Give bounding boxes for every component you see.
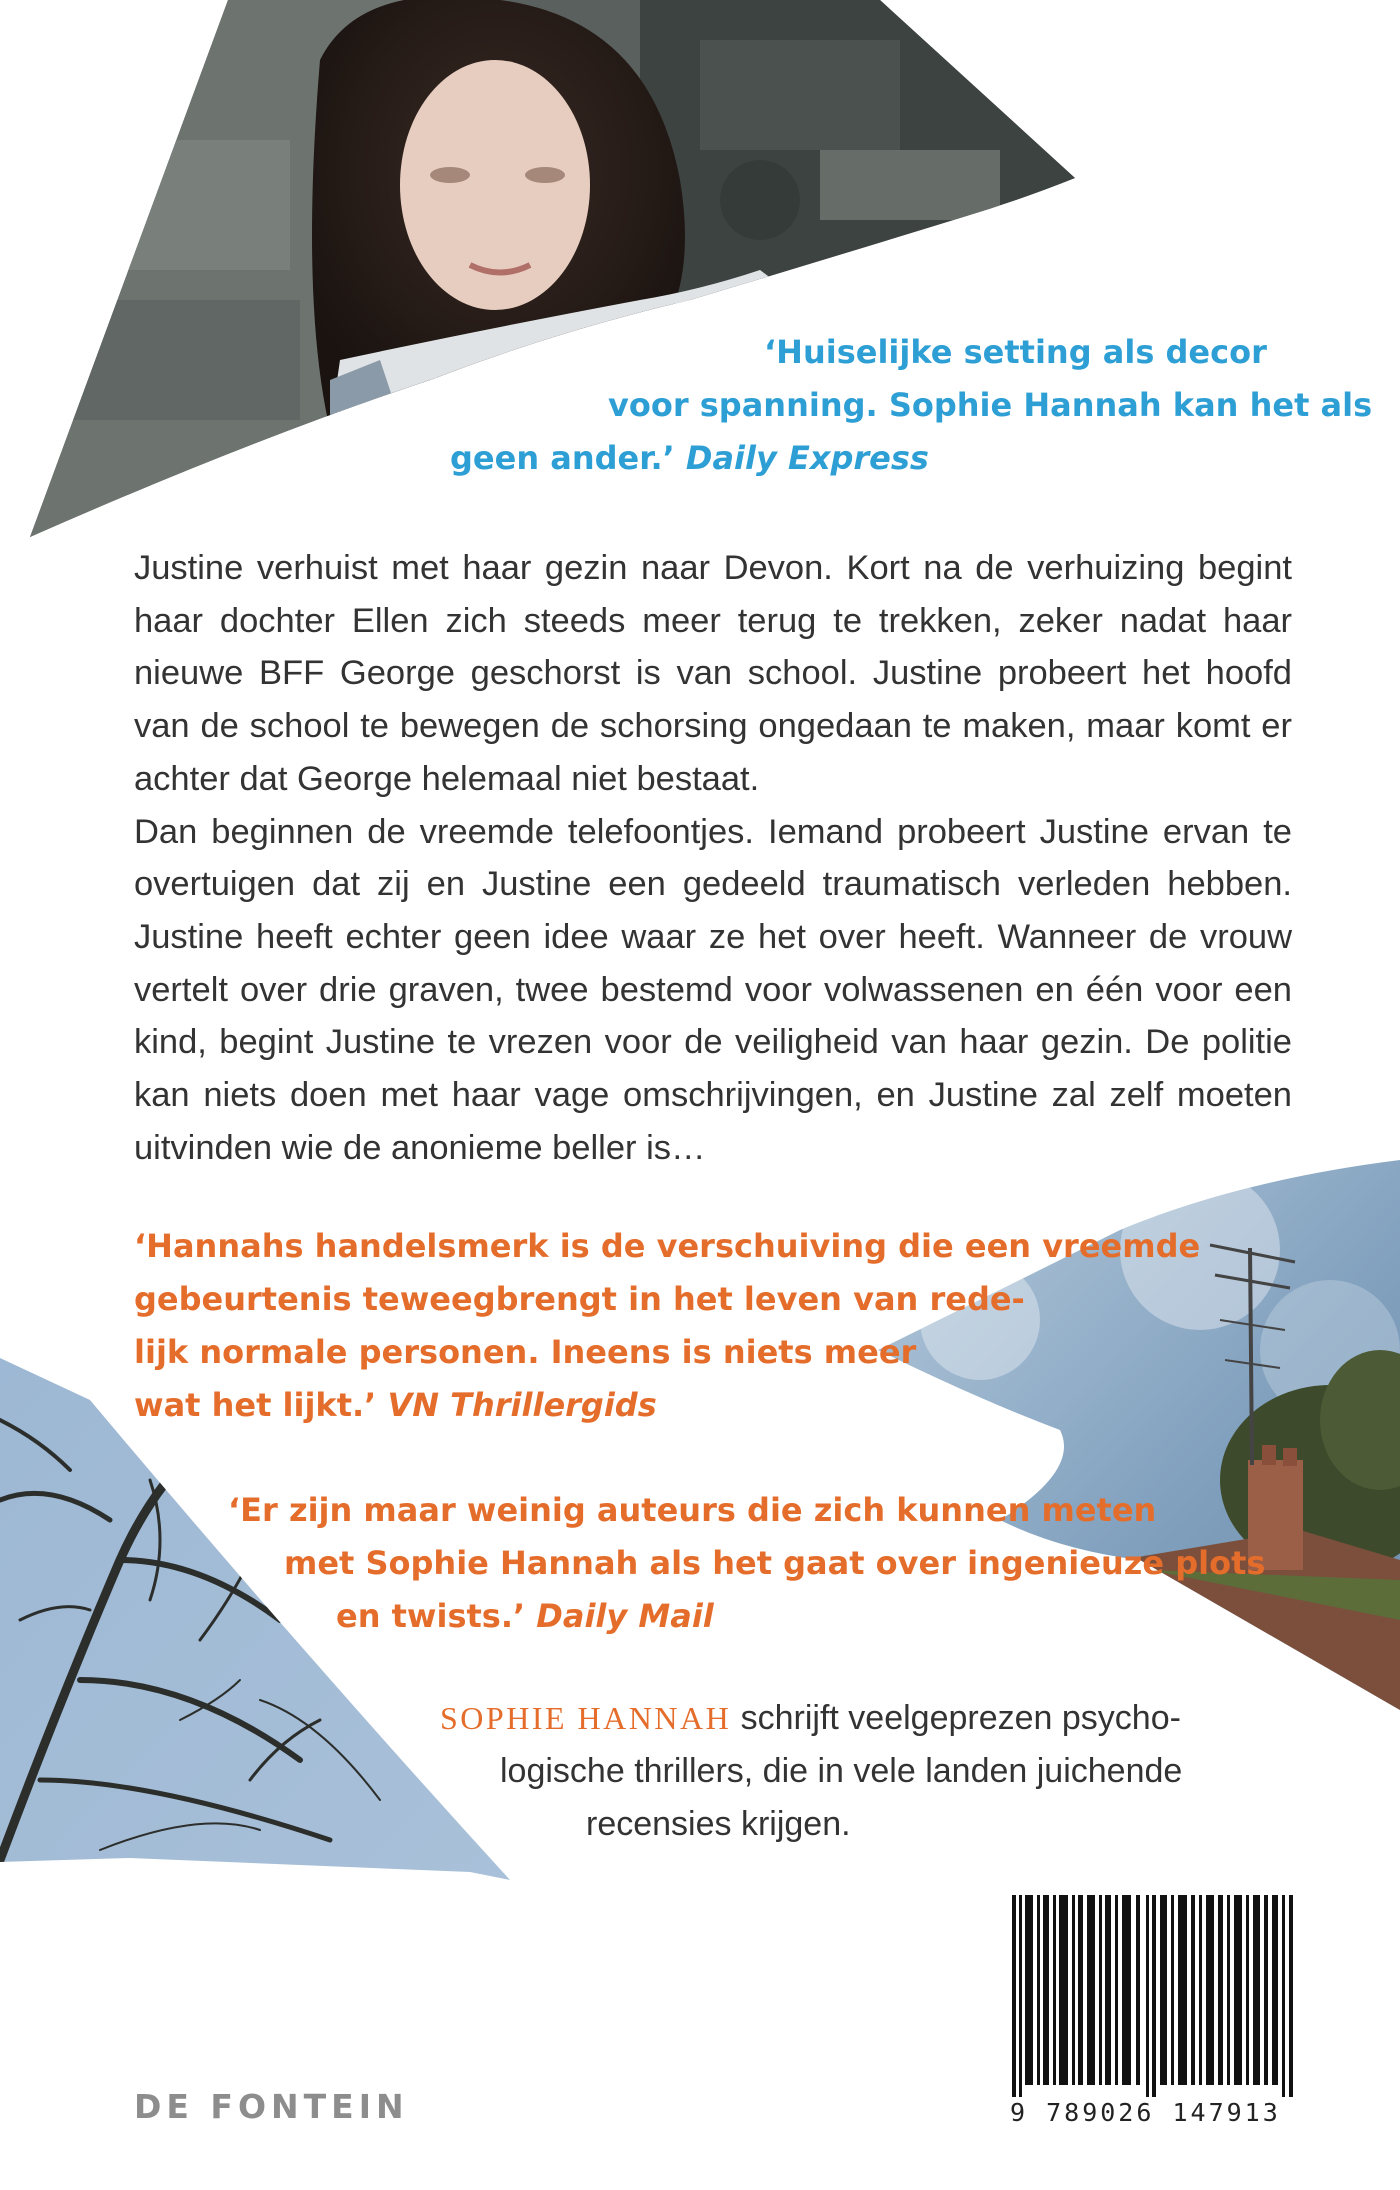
barcode-icon	[1010, 1895, 1295, 2097]
blurb-line: kan niets doen met haar vage omschrijvingen, en Justine zal zelf moeten	[134, 1076, 1292, 1115]
blurb-line: achter dat George helemaal niet bestaat.	[134, 759, 760, 798]
quote-text: en twists.’	[336, 1597, 526, 1635]
quote-line	[0, 432, 1400, 485]
quote-source: Daily Mail	[536, 1597, 714, 1635]
author-bio-text: schrijft veelgeprezen psycho-	[731, 1699, 1181, 1737]
blurb-line: vertelt over drie graven, twee bestemd voor volwassenen en één voor een	[134, 970, 1292, 1009]
quote-line: ‘Hannahs handelsmerk is de verschuiving die een vreemde	[134, 1227, 1201, 1265]
blurb-line: van de school te bewegen de schorsing ongedaan te maken, maar komt er	[134, 707, 1292, 746]
book-blurb	[134, 542, 1292, 1174]
quote-line: ‘Huiselijke setting als decor	[764, 333, 1267, 371]
quote-text: wat het lijkt.’	[134, 1386, 377, 1424]
author-bio-line: recensies krijgen.	[586, 1805, 851, 1843]
publisher-name: DE FONTEIN	[134, 2087, 409, 2126]
quote-text: voor spanning. Sophie Hannah kan het als	[608, 386, 1373, 424]
quote-line	[134, 1379, 1200, 1432]
quote-source: Daily Express	[685, 439, 929, 477]
quote-line	[0, 1590, 1400, 1643]
blurb-line: Dan beginnen de vreemde telefoontjes. Iemand probeert Justine ervan te	[134, 812, 1292, 851]
blurb-line: uitvinden wie de anonieme beller is…	[134, 1128, 706, 1167]
quote-line: lijk normale personen. Ineens is niets meer	[134, 1333, 917, 1371]
quote-line	[0, 379, 1400, 432]
blurb-line: Justine heeft echter geen idee waar ze het over heeft. Wanneer de vrouw	[134, 917, 1292, 956]
quote-daily-mail	[0, 1484, 1400, 1643]
isbn-number: 9 789026 147913	[1010, 2098, 1281, 2127]
blurb-line: Justine verhuist met haar gezin naar Devon. Kort na de verhuizing begint	[134, 549, 1292, 587]
blurb-line: kind, begint Justine te vrezen voor de veiligheid van haar gezin. De politie	[134, 1023, 1292, 1062]
quote-text: geen ander.’	[450, 439, 675, 477]
author-name: SOPHIE HANNAH	[440, 1700, 732, 1736]
quote-vn-thrillergids	[134, 1220, 1200, 1432]
author-bio-line	[0, 1692, 1400, 1745]
blurb-line: overtuigen dat zij en Justine een gedeeld traumatisch verleden hebben.	[134, 865, 1292, 904]
quote-line: ‘Er zijn maar weinig auteurs die zich kunnen meten	[228, 1491, 1157, 1529]
blurb-line: haar dochter Ellen zich steeds meer terug te trekken, zeker nadat haar	[134, 601, 1292, 640]
blurb-line: nieuwe BFF George geschorst is van school. Justine probeert het hoofd	[134, 654, 1292, 693]
author-bio-line: logische thrillers, die in vele landen juichende	[500, 1752, 1183, 1790]
author-bio	[0, 1692, 1400, 1851]
quote-source: VN Thrillergids	[387, 1386, 657, 1424]
quote-line: gebeurtenis teweegbrengt in het leven van rede-	[134, 1280, 1025, 1318]
quote-daily-express	[0, 326, 1400, 485]
quote-line: met Sophie Hannah als het gaat over ingenieuze plots	[284, 1544, 1266, 1582]
